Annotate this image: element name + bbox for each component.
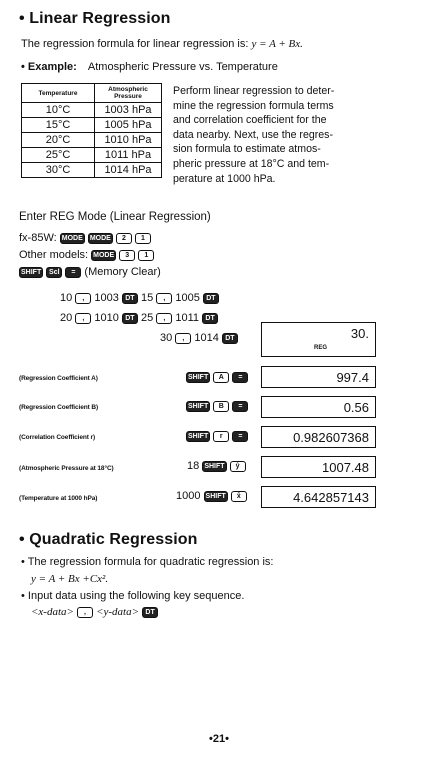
description-line: mine the regression formula terms [173, 99, 334, 112]
table-cell: 1005 hPa [95, 118, 162, 133]
description-line: pheric pressure at 18°C and tem- [173, 157, 330, 170]
key-3: 3 [119, 250, 135, 261]
table-cell: 1010 hPa [95, 133, 162, 148]
fx85w-line [19, 232, 151, 244]
formula-text: y = A + Bx. [251, 38, 303, 50]
calculator-display [261, 322, 376, 357]
input-line-3 [160, 332, 238, 344]
scl-key: Scl [46, 267, 62, 278]
comma-key: , [156, 293, 172, 304]
mode-key: MODE [61, 234, 83, 242]
input-value: 18 [187, 460, 200, 472]
key-2: 2 [116, 233, 132, 244]
quadratic-bullet-1: • The regression formula for quadratic regression is: [21, 556, 274, 568]
result-keys [186, 400, 248, 412]
table-cell: 1011 hPa [95, 148, 162, 163]
comma-key: , [156, 313, 172, 324]
result-display [261, 366, 376, 388]
formula-intro: The regression formula for linear regression is: [21, 38, 252, 50]
shift-key: SHIFT [205, 492, 226, 500]
table-row [22, 118, 162, 133]
description-line: sion formula to estimate atmos- [173, 143, 321, 156]
key-sequence-line [31, 606, 158, 618]
example-line [21, 60, 278, 75]
result-label: (Regression Coefficient B) [19, 404, 99, 411]
shift-key: SHIFT [204, 462, 225, 470]
b-key: B [213, 401, 229, 412]
comma-key: , [77, 607, 93, 618]
x-value: 15 [140, 292, 154, 304]
quadratic-bullet-2: • Input data using the following key sequence. [21, 590, 245, 602]
table-cell: 1003 hPa [95, 103, 162, 118]
input-value: 1000 [176, 490, 201, 502]
table-row [22, 148, 162, 163]
comma-key: , [75, 293, 91, 304]
description-line: data nearby. Next, use the regres- [173, 128, 333, 141]
regression-formula-line [21, 37, 303, 52]
mode-key: MODE [93, 251, 115, 259]
x-value: 20 [60, 312, 73, 324]
dt-key: DT [122, 313, 138, 324]
result-label: (Regression Coefficient A) [19, 375, 98, 382]
shift-key: SHIFT [21, 268, 42, 276]
result-value: 0.982607368 [293, 430, 369, 445]
result-keys [186, 371, 248, 383]
table-cell: 20°C [22, 133, 95, 148]
fx85w-label: fx-85W: [19, 232, 57, 244]
reg-indicator: REG [314, 345, 328, 351]
example-title: Atmospheric Pressure vs. Temperature [87, 61, 278, 73]
result-value: 997.4 [336, 370, 369, 385]
result-display [261, 486, 376, 508]
comma-key: , [75, 313, 91, 324]
memory-clear-line [19, 266, 161, 278]
shift-key: SHIFT [188, 373, 209, 381]
key-1: 1 [138, 250, 154, 261]
section-heading-linear-regression: • Linear Regression [19, 10, 171, 27]
example-label: • Example: [21, 61, 77, 73]
memory-clear-label: (Memory Clear) [84, 266, 161, 278]
mode-title: Enter REG Mode (Linear Regression) [19, 211, 211, 223]
display-value: 30. [350, 326, 369, 341]
table-header-row [22, 84, 162, 103]
table-cell: 30°C [22, 163, 95, 178]
y-hat-key: ŷ [230, 461, 246, 472]
table-row [22, 163, 162, 178]
x-value: 25 [140, 312, 154, 324]
result-display [261, 426, 376, 448]
result-label: (Correlation Coefficient r) [19, 434, 96, 441]
y-value: 1005 [175, 292, 200, 304]
description-paragraph [173, 84, 334, 186]
a-key: A [213, 372, 229, 383]
result-display [261, 456, 376, 478]
result-keys [176, 490, 247, 502]
other-models-line [19, 249, 154, 261]
table-row [22, 133, 162, 148]
y-value: 1014 [194, 332, 219, 344]
result-value: 4.642857143 [293, 490, 369, 505]
result-label: (Atmospheric Pressure at 18°C) [19, 465, 114, 472]
dt-key: DT [222, 333, 238, 344]
comma-key: , [175, 333, 191, 344]
dt-key: DT [122, 293, 138, 304]
table-cell: 10°C [22, 103, 95, 118]
result-label: (Temperature at 1000 hPa) [19, 495, 98, 502]
x-value: 30 [160, 332, 173, 344]
y-value: 1010 [94, 312, 119, 324]
r-key: r [213, 431, 229, 442]
result-keys [187, 460, 246, 472]
dt-key: DT [203, 293, 219, 304]
table-cell: 25°C [22, 148, 95, 163]
result-keys [186, 430, 248, 442]
data-table [21, 83, 162, 178]
result-value: 1007.48 [322, 460, 369, 475]
equals-key: = [232, 431, 248, 442]
header-pressure: Atmospheric Pressure [95, 84, 162, 103]
equals-key: = [65, 267, 81, 278]
x-data-placeholder: <x-data> [31, 606, 74, 618]
page-number: •21• [209, 733, 229, 745]
mode-key: MODE [89, 234, 111, 242]
section-heading-quadratic-regression: • Quadratic Regression [19, 531, 198, 548]
quadratic-formula: y = A + Bx +Cx². [31, 573, 109, 585]
table-cell: 1014 hPa [95, 163, 162, 178]
y-value: 1003 [94, 292, 119, 304]
description-line: Perform linear regression to deter- [173, 85, 335, 97]
input-line-2 [60, 312, 218, 324]
table-cell: 15°C [22, 118, 95, 133]
key-1: 1 [135, 233, 151, 244]
y-data-placeholder: <y-data> [96, 606, 140, 618]
dt-key: DT [142, 607, 158, 618]
description-line: and correlation coefficient for the [173, 114, 327, 127]
x-value: 10 [60, 292, 73, 304]
x-hat-key: x̂ [231, 491, 247, 502]
result-display [261, 396, 376, 418]
input-line-1 [60, 292, 219, 304]
dt-key: DT [202, 313, 218, 324]
y-value: 1011 [175, 312, 200, 324]
table-row [22, 103, 162, 118]
result-value: 0.56 [343, 400, 369, 415]
description-line: perature at 1000 hPa. [173, 172, 276, 185]
header-temperature: Temperature [22, 84, 95, 103]
equals-key: = [232, 401, 248, 412]
other-models-label: Other models: [19, 249, 89, 261]
shift-key: SHIFT [188, 402, 209, 410]
equals-key: = [232, 372, 248, 383]
shift-key: SHIFT [188, 432, 209, 440]
